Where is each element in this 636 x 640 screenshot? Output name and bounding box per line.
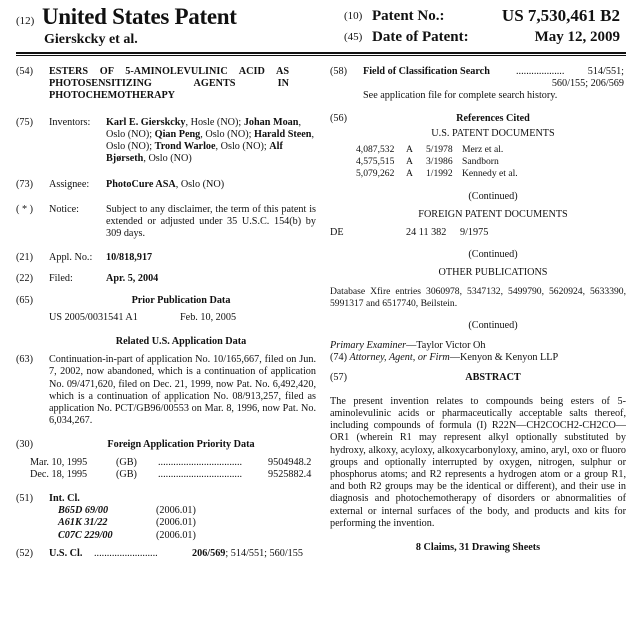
intcl-code: (51) — [16, 493, 33, 505]
abstract-code: (57) — [330, 371, 347, 383]
patent-title-heading: United States Patent — [42, 4, 237, 29]
inventor-name: Karl E. Gierskcky — [106, 116, 186, 128]
foreign-date: Dec. 18, 1995 — [30, 468, 88, 480]
filed-label: Filed: — [49, 273, 73, 285]
patent-date-label: Date of Patent: — [372, 29, 469, 45]
header-left — [16, 4, 237, 48]
notice-entry — [16, 204, 316, 241]
us-doc-number: 5,079,262 — [356, 168, 395, 180]
intcl-class: A61K 31/22 — [58, 517, 108, 529]
us-doc-date: 1/1992 — [426, 168, 453, 180]
header-rule-thin — [16, 55, 626, 56]
attorney-label: Attorney, Agent, or Firm — [349, 352, 450, 364]
notice-label: Notice: — [49, 203, 79, 215]
inventor-name: Trond Warloe — [154, 141, 216, 153]
us-doc-number: 4,575,515 — [356, 156, 395, 168]
foreign-code: (30) — [16, 439, 33, 451]
attorney-line — [330, 352, 626, 364]
examiner-name: —Taylor Victor Oh — [406, 340, 486, 352]
assignee-value — [106, 179, 316, 191]
us-doc-name: Kennedy et al. — [462, 168, 518, 180]
related-text: Continuation-in-part of application No. 10/165,667, filed on Jun. 7, 2002, now abandoned, which is a continuation of application No. 09/471,620, filed on Dec. 21, 1999, now Pat. No. 6,492,420, which is a continuation of application No. 08/913,257, filed as application No. PCT/GB96/00553 on Mar. 8, 1996, now Pat. No. 6,034,267. — [49, 354, 316, 427]
foreign-number: 9504948.2 — [268, 456, 312, 468]
references-entry — [330, 113, 626, 125]
continued-3: (Continued) — [468, 319, 518, 331]
continued-2: (Continued) — [468, 249, 518, 261]
field-search-row — [330, 66, 626, 78]
uscl-rest: ; 514/551; 560/155 — [225, 547, 303, 559]
intcl-year: (2006.01) — [156, 529, 196, 541]
inventor-name: Johan Moan — [243, 116, 299, 128]
uscl-values — [192, 547, 303, 560]
us-doc-kind: A — [406, 168, 413, 180]
patent-header — [0, 0, 636, 56]
intcl-row — [16, 530, 316, 542]
uscl-main: 206/569 — [192, 547, 226, 559]
intcl-year: (2006.01) — [156, 517, 196, 529]
abstract-heading-entry — [330, 372, 626, 384]
title-code: (54) — [16, 66, 33, 77]
invention-title: ESTERS OF 5-AMINOLEVULINIC ACID AS PHOTOSENSITIZING AGENTS IN PHOTOCHEMOTHERAPY — [49, 66, 289, 102]
intcl-entry — [16, 493, 316, 542]
us-doc-number: 4,087,532 — [356, 143, 395, 155]
foreign-doc-country: DE — [330, 226, 344, 238]
code-45: (45) — [344, 31, 363, 43]
field-search-row-2 — [330, 78, 626, 90]
inventor-loc: , Oslo (NO); — [215, 141, 270, 153]
other-pubs-text: Database Xfire entries 3060978, 5347132, 5499790, 5620924, 5633390, 5991317 and 6517740, Beilstein. — [330, 285, 626, 309]
prior-pub-number: US 2005/0031541 A1 — [49, 311, 138, 323]
field-label: Field of Classification Search — [363, 66, 490, 77]
patent-date-row — [344, 29, 624, 47]
inventor-name: Alf Bjørseth — [106, 141, 283, 165]
attorney-code: (74) — [330, 352, 347, 364]
uscl-dots: ......................... — [94, 547, 158, 559]
us-doc-row — [330, 168, 626, 180]
prior-heading: Prior Publication Data — [131, 294, 231, 306]
patent-number-row — [344, 8, 624, 26]
refs-code: (56) — [330, 112, 347, 124]
field-line2: 560/155; 206/569 — [551, 78, 624, 90]
uscl-entry — [16, 548, 316, 560]
right-column — [330, 66, 626, 554]
appl-number: 10/818,917 — [106, 252, 153, 264]
foreign-priority-entry — [16, 439, 316, 481]
field-line1: 514/551; — [587, 66, 624, 77]
header-right — [344, 8, 624, 47]
us-doc-row — [330, 156, 626, 168]
header-rule — [16, 52, 626, 54]
intcl-year: (2006.01) — [156, 505, 196, 517]
continued-1: (Continued) — [468, 190, 518, 202]
intcl-class: B65D 69/00 — [58, 505, 109, 517]
inventors-list — [106, 117, 316, 166]
appl-entry — [16, 252, 316, 264]
us-doc-date: 5/1978 — [426, 143, 453, 155]
assignee-name: PhotoCure ASA — [106, 179, 176, 191]
intcl-label: Int. Cl. — [49, 493, 80, 505]
inventor-name: Qian Peng — [154, 128, 201, 140]
filed-entry — [16, 273, 316, 285]
field-search-entry — [330, 66, 626, 103]
foreign-dots: ................................. — [158, 456, 243, 468]
examiner-label: Primary Examiner — [330, 340, 407, 352]
prior-row — [16, 312, 316, 324]
field-note: See application file for complete search history. — [363, 90, 558, 102]
other-pubs-heading: OTHER PUBLICATIONS — [438, 267, 548, 279]
uscl-label: U.S. Cl. — [49, 547, 83, 559]
inventors-label: Inventors: — [49, 116, 91, 128]
us-docs-heading: U.S. PATENT DOCUMENTS — [431, 127, 555, 139]
inventor-loc: , Oslo (NO); — [200, 128, 255, 140]
field-code: (58) — [330, 66, 347, 77]
assignee-location: , Oslo (NO) — [175, 179, 225, 191]
foreign-doc-row — [330, 227, 626, 239]
code-10: (10) — [344, 10, 363, 22]
us-doc-date: 3/1986 — [426, 156, 453, 168]
examiner-line — [330, 340, 626, 352]
claims-summary: 8 Claims, 31 Drawing Sheets — [415, 541, 541, 553]
uscl-row — [16, 548, 316, 560]
inventor-loc: , Oslo (NO); — [106, 128, 315, 153]
inventors-code: (75) — [16, 116, 33, 128]
field-note-row — [330, 90, 626, 102]
inventors-short: Gierskcky et al. — [44, 32, 138, 47]
us-doc-row — [330, 144, 626, 156]
inventor-name: Harald Steen — [254, 128, 312, 140]
us-doc-kind: A — [406, 143, 413, 155]
foreign-heading: Foreign Application Priority Data — [107, 439, 255, 451]
foreign-dots: ................................. — [158, 468, 243, 480]
prior-publication-entry — [16, 295, 316, 324]
inventor-loc: , Oslo (NO) — [143, 153, 192, 165]
related-code: (63) — [16, 354, 33, 366]
foreign-row — [16, 469, 316, 481]
related-entry — [16, 354, 316, 427]
abstract-text: The present invention relates to compounds being esters of 5-aminolevulinic acids or pharmaceutically acceptable salts thereof, including compounds of formula (I) R22N—CH2COCH2-CH2CO—OR1 (wherein R1 may represent alkyl optionally substituted by hydroxy, alkoxy, acyloxy, alkoxycarbonyloxy, amino, aryl, oxo or fluoro groups and optionally interrupted by oxygen, nitrogen, sulphur or phosphorus atoms; and R2 represents a hydrogen atom or a group R1, and both R2 groups may be the identical or different), and their use in diagnosis and photochemotherapy of disorders or abnormalities of external or internal surfaces of the body, and products and kits for performing the invention. — [330, 395, 626, 529]
foreign-country: (GB) — [116, 456, 137, 468]
related-heading: Related U.S. Application Data — [115, 336, 247, 348]
assignee-entry — [16, 179, 316, 191]
foreign-date: Mar. 10, 1995 — [30, 456, 88, 468]
refs-heading: References Cited — [456, 112, 530, 124]
filed-date: Apr. 5, 2004 — [106, 273, 159, 285]
inventor-loc: , Oslo (NO); — [106, 116, 301, 140]
filed-code: (22) — [16, 273, 33, 285]
intcl-row — [16, 505, 316, 517]
left-column — [16, 66, 316, 569]
foreign-row — [16, 457, 316, 469]
foreign-docs-heading: FOREIGN PATENT DOCUMENTS — [418, 208, 568, 220]
title-entry — [16, 66, 316, 103]
appl-code: (21) — [16, 252, 33, 264]
us-doc-name: Merz et al. — [462, 143, 504, 155]
uscl-code: (52) — [16, 547, 33, 559]
foreign-doc-number: 24 11 382 — [406, 226, 447, 238]
us-doc-name: Sandborn — [462, 156, 499, 168]
patent-number-label: Patent No.: — [372, 8, 445, 24]
assignee-label: Assignee: — [49, 179, 90, 191]
intcl-class: C07C 229/00 — [58, 529, 113, 541]
notice-text: Subject to any disclaimer, the term of this patent is extended or adjusted under 35 U.S.C. 154(b) by 309 days. — [106, 203, 316, 240]
foreign-number: 9525882.4 — [268, 468, 312, 480]
notice-code: ( * ) — [16, 203, 33, 215]
abstract-heading: ABSTRACT — [465, 371, 521, 383]
prior-pub-date: Feb. 10, 2005 — [180, 311, 237, 323]
inventors-entry — [16, 117, 316, 166]
us-doc-kind: A — [406, 156, 413, 168]
attorney-name: —Kenyon & Kenyon LLP — [449, 352, 559, 364]
field-dots: ................... — [516, 66, 565, 77]
foreign-doc-date: 9/1975 — [460, 226, 489, 238]
patent-date: May 12, 2009 — [534, 29, 620, 45]
intcl-row — [16, 517, 316, 529]
inventor-loc: , Hosle (NO); — [185, 116, 244, 128]
patent-number: US 7,530,461 B2 — [501, 6, 620, 25]
code-12: (12) — [16, 15, 35, 27]
foreign-country: (GB) — [116, 468, 137, 480]
prior-code: (65) — [16, 294, 33, 306]
appl-label: Appl. No.: — [49, 252, 93, 264]
assignee-code: (73) — [16, 179, 33, 191]
